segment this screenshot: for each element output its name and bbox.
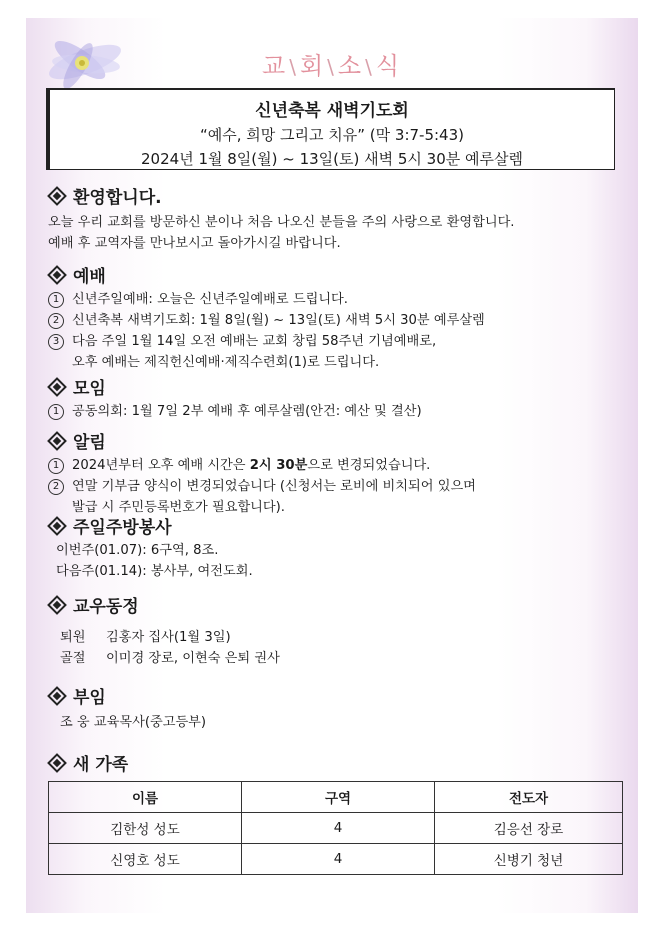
section-title: 부임: [73, 688, 106, 708]
table-cell: 김한성 성도: [49, 813, 242, 844]
section-title: 예배: [73, 267, 106, 287]
meeting-section: [48, 374, 608, 422]
notice-section: [48, 428, 608, 518]
members-row: 퇴원 김홍자 집사(1월 3일): [60, 630, 231, 645]
members-news-section: [48, 592, 608, 669]
diamond-icon: [47, 516, 67, 536]
worship-item: 1 신년주일예배: 오늘은 신년주일예배로 드립니다.: [48, 289, 608, 310]
new-family-section: [48, 750, 608, 775]
appointment-section: [48, 683, 608, 733]
banner-char: 소: [337, 52, 364, 80]
banner-char: 회: [299, 52, 326, 80]
circled-number: 1: [48, 292, 64, 308]
worship-item-continuation: 오후 예배는 제직헌신예배·제직수련회(1)로 드립니다.: [72, 355, 380, 370]
circled-number: 2: [48, 479, 64, 495]
kitchen-service-section: [48, 513, 608, 582]
table-row: [49, 813, 623, 844]
worship-section: [48, 262, 608, 373]
circled-number: 2: [48, 313, 64, 329]
diamond-icon: [47, 686, 67, 706]
section-title: 주일주방봉사: [73, 518, 172, 538]
diamond-icon: [47, 595, 67, 615]
welcome-line: 오늘 우리 교회를 방문하신 분이나 처음 나오신 분들을 주의 사랑으로 환영합니다.: [48, 215, 515, 230]
welcome-line: 예배 후 교역자를 만나보시고 돌아가시길 바랍니다.: [48, 236, 341, 251]
service-line: 다음주(01.14): 봉사부, 여전도회.: [56, 564, 253, 579]
notice-item: 1 2024년부터 오후 예배 시간은 2시 30분으로 변경되었습니다.: [48, 455, 608, 476]
welcome-section: [48, 183, 608, 254]
table-cell: 신영호 성도: [49, 844, 242, 875]
banner-char: 식: [375, 52, 401, 80]
table-cell: 4: [242, 813, 435, 844]
service-line: 이번주(01.07): 6구역, 8조.: [56, 543, 219, 558]
header-box: [46, 88, 615, 170]
circled-number: 1: [48, 404, 64, 420]
bulletin-banner: 교 \회 \소 \식: [262, 52, 401, 80]
diamond-icon: [47, 186, 67, 206]
section-title: 새 가족: [73, 755, 129, 775]
table-cell: 김응선 장로: [435, 813, 623, 844]
table-cell: 신병기 청년: [435, 844, 623, 875]
diamond-icon: [47, 753, 67, 773]
notice-item-continuation: 발급 시 주민등록번호가 필요합니다).: [72, 500, 285, 515]
section-title: 환영합니다.: [73, 188, 162, 208]
diamond-icon: [47, 265, 67, 285]
column-header: 구역: [242, 782, 435, 813]
diamond-icon: [47, 431, 67, 451]
column-header: 전도자: [435, 782, 623, 813]
table-row: [49, 844, 623, 875]
members-row: 골절 이미경 장로, 이현숙 은퇴 권사: [60, 651, 280, 666]
worship-item: 3 다음 주일 1월 14일 오전 예배는 교회 창립 58주년 기념예배로,: [48, 331, 608, 352]
column-header: 이름: [49, 782, 242, 813]
section-title: 교우동정: [73, 597, 139, 617]
section-title: 알림: [73, 433, 106, 453]
worship-item: 2 신년축복 새벽기도회: 1월 8일(월) ~ 13일(토) 새벽 5시 30분 예루살렘: [48, 310, 608, 331]
meeting-item: 1 공동의회: 1월 7일 2부 예배 후 예루살렘(안건: 예산 및 결산): [48, 401, 608, 422]
circled-number: 1: [48, 458, 64, 474]
section-title: 모임: [73, 379, 106, 399]
header-title: 신년축복 새벽기도회: [255, 101, 409, 121]
notice-item: 2 연말 기부금 양식이 변경되었습니다 (신청서는 로비에 비치되어 있으며: [48, 476, 608, 497]
diamond-icon: [47, 377, 67, 397]
table-cell: 4: [242, 844, 435, 875]
table-header-row: [49, 782, 623, 813]
header-schedule: 2024년 1월 8일(월) ~ 13일(토) 새벽 5시 30분 예루살렘: [141, 150, 523, 168]
new-family-table: [48, 781, 623, 875]
circled-number: 3: [48, 334, 64, 350]
banner-char: 교: [262, 52, 288, 80]
header-subtitle: “예수, 희망 그리고 치유” (막 3:7-5:43): [200, 126, 464, 144]
appointment-line: 조 웅 교육목사(중고등부): [60, 715, 207, 730]
